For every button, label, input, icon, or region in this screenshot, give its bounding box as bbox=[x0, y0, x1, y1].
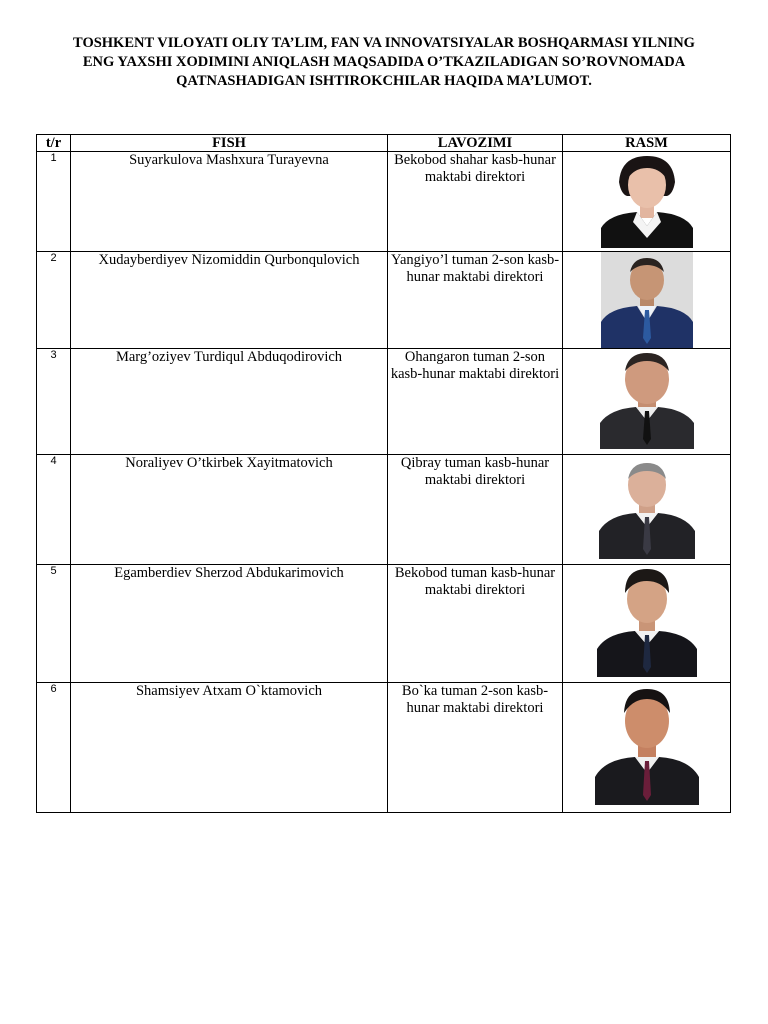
row-number: 2 bbox=[37, 252, 71, 349]
header-num: t/r bbox=[37, 135, 71, 152]
table-row bbox=[37, 252, 731, 349]
row-number: 1 bbox=[37, 152, 71, 252]
photo-cell bbox=[563, 252, 731, 349]
title-line-3: QATNASHADIGAN ISHTIROKCHILAR HAQIDA MA’LUMOT. bbox=[176, 73, 592, 89]
participant-name: Egamberdiev Sherzod Abdukarimovich bbox=[71, 565, 388, 683]
participant-position: Ohangaron tuman 2-son kasb-hunar maktabi direktori bbox=[388, 349, 563, 455]
participant-portrait bbox=[597, 565, 697, 677]
photo-cell bbox=[563, 349, 731, 455]
row-number: 4 bbox=[37, 455, 71, 565]
row-number: 5 bbox=[37, 565, 71, 683]
participant-position: Bekobod tuman kasb-hunar maktabi direktori bbox=[388, 565, 563, 683]
table-row bbox=[37, 683, 731, 813]
row-number: 3 bbox=[37, 349, 71, 455]
photo-cell bbox=[563, 683, 731, 813]
participant-position: Yangiyo’l tuman 2-son kasb- hunar maktabi direktori bbox=[388, 252, 563, 349]
row-number: 6 bbox=[37, 683, 71, 813]
participant-portrait bbox=[601, 252, 693, 348]
participants-table bbox=[36, 134, 731, 813]
header-photo: RASM bbox=[563, 135, 731, 152]
participant-name: Suyarkulova Mashxura Turayevna bbox=[71, 152, 388, 252]
participant-name: Xudayberdiyev Nizomiddin Qurbonqulovich bbox=[71, 252, 388, 349]
participant-position: Qibray tuman kasb-hunar maktabi direktori bbox=[388, 455, 563, 565]
table-row bbox=[37, 349, 731, 455]
header-name: FISH bbox=[71, 135, 388, 152]
participant-portrait bbox=[600, 349, 694, 449]
participant-name: Noraliyev O’tkirbek Xayitmatovich bbox=[71, 455, 388, 565]
photo-cell bbox=[563, 152, 731, 252]
photo-cell bbox=[563, 565, 731, 683]
table-header-row bbox=[37, 135, 731, 152]
participant-name: Marg’oziyev Turdiqul Abduqodirovich bbox=[71, 349, 388, 455]
title-line-2: ENG YAXSHI XODIMINI ANIQLASH MAQSADIDA O’TKAZILADIGAN SO’ROVNOMADA bbox=[82, 54, 686, 70]
table-row bbox=[37, 455, 731, 565]
participant-portrait bbox=[595, 683, 699, 805]
participant-position: Bekobod shahar kasb-hunar maktabi direktori bbox=[388, 152, 563, 252]
participant-name: Shamsiyev Atxam O`ktamovich bbox=[71, 683, 388, 813]
table-row bbox=[37, 565, 731, 683]
table-row bbox=[37, 152, 731, 252]
participant-portrait bbox=[601, 152, 693, 248]
photo-cell bbox=[563, 455, 731, 565]
participant-portrait bbox=[599, 455, 695, 559]
header-position: LAVOZIMI bbox=[388, 135, 563, 152]
document-title bbox=[20, 34, 748, 91]
title-line-1: TOSHKENT VILOYATI OLIY TA’LIM, FAN VA INNOVATSIYALAR BOSHQARMASI YILNING bbox=[73, 35, 695, 51]
participant-position: Bo`ka tuman 2-son kasb-hunar maktabi direktori bbox=[388, 683, 563, 813]
